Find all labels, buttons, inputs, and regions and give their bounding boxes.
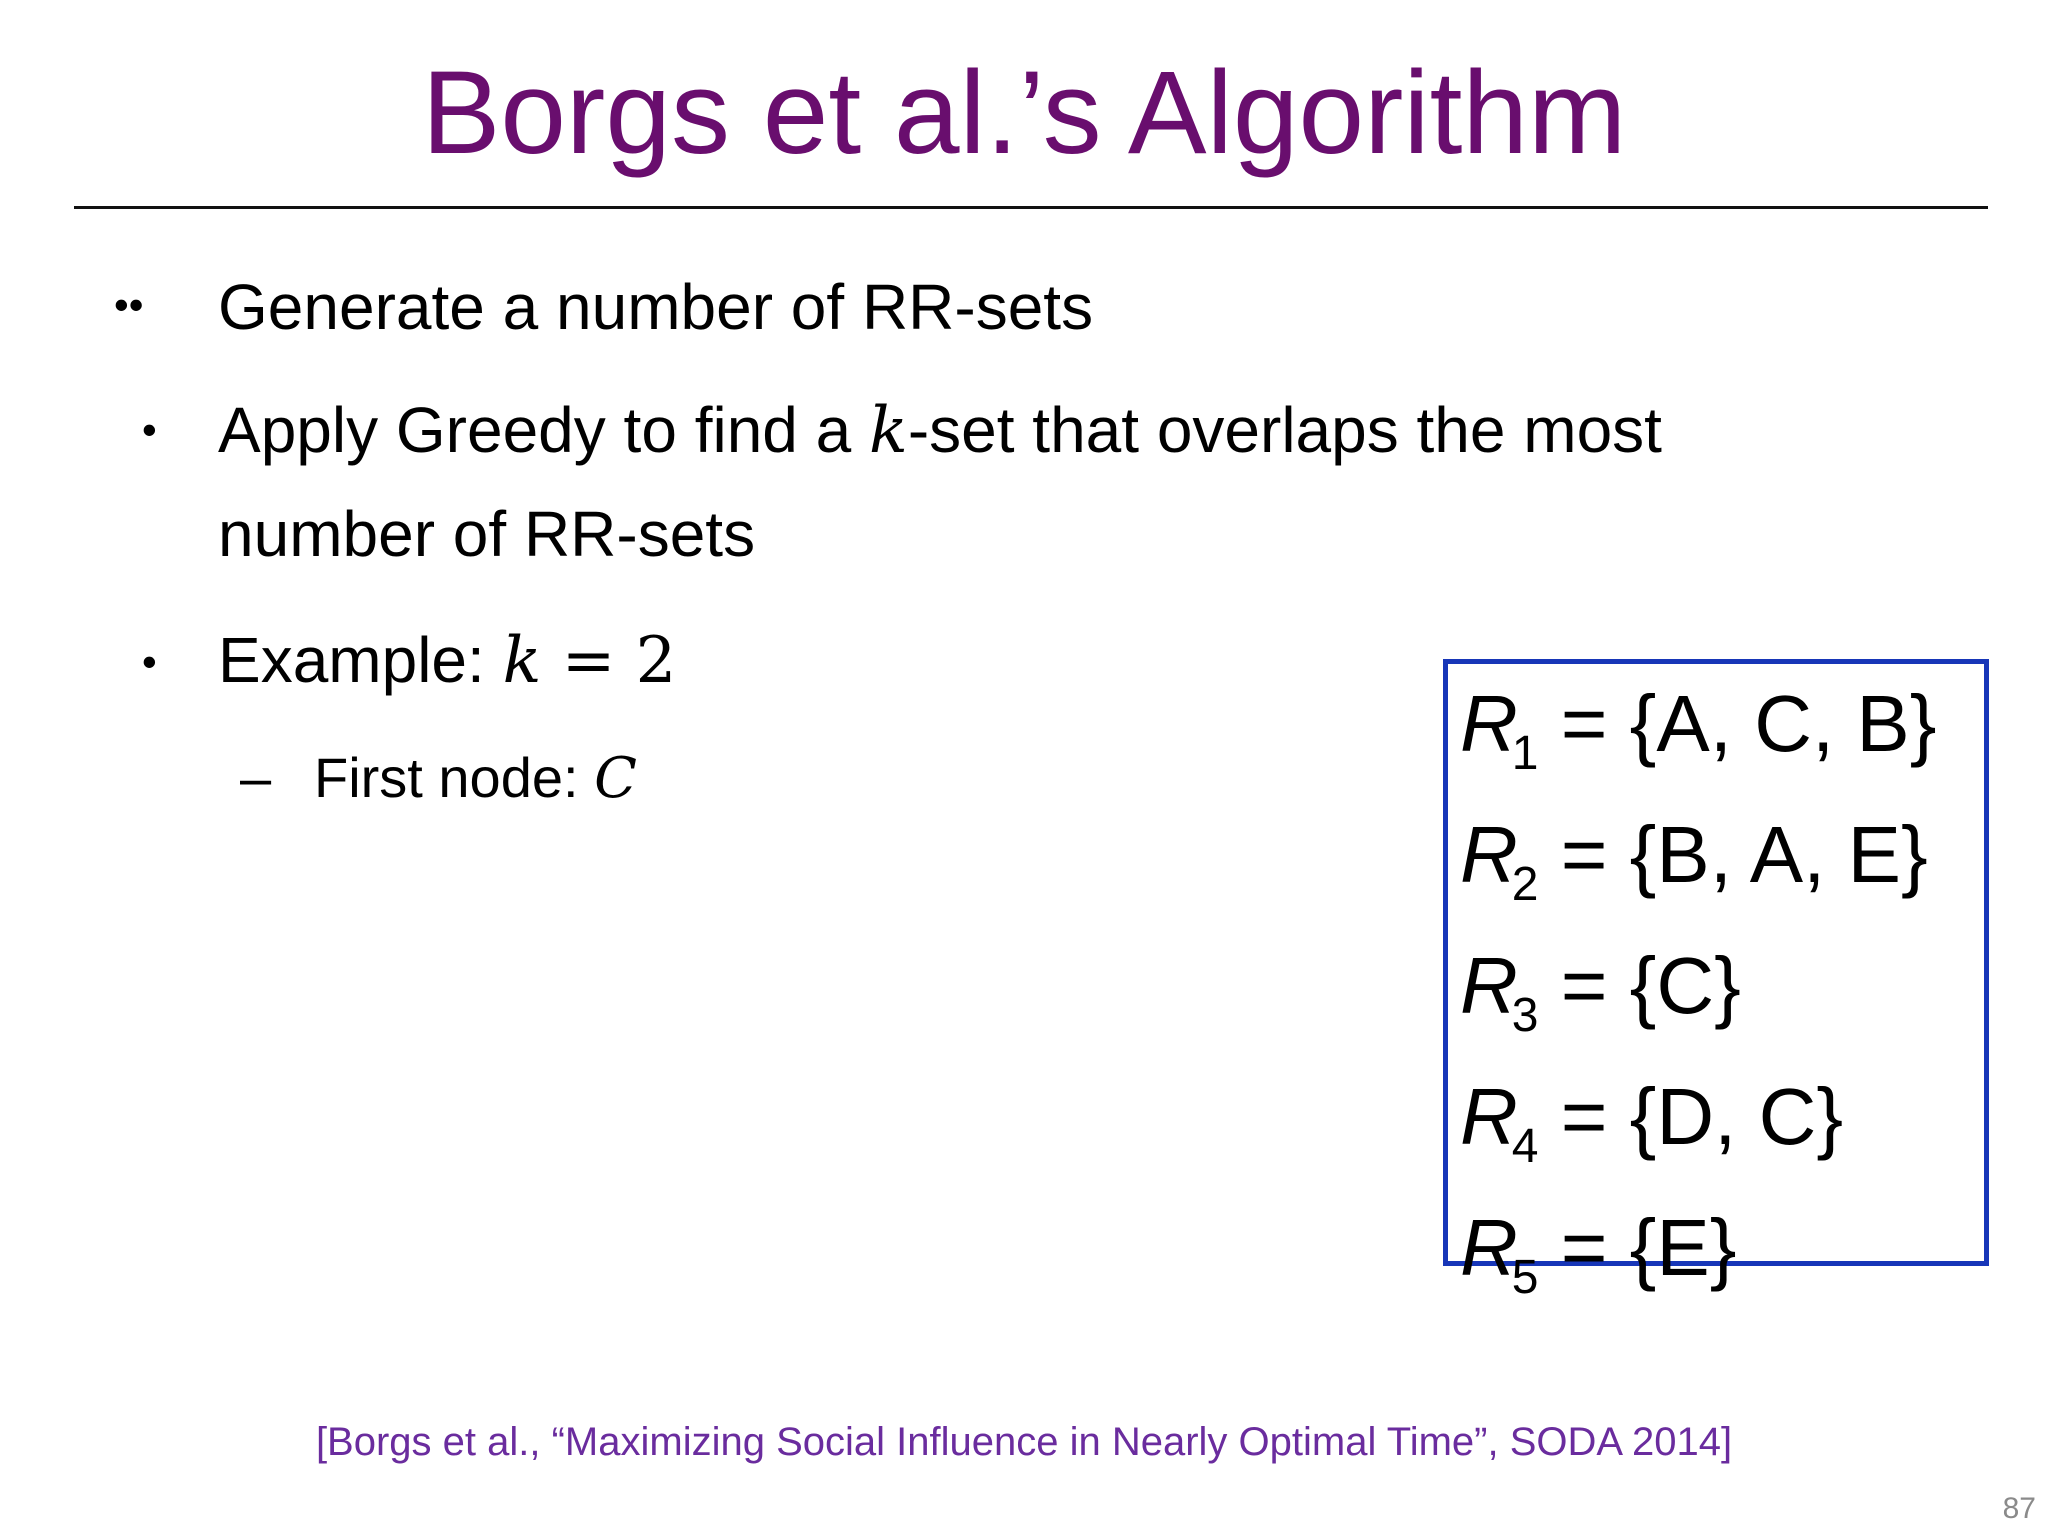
math-variable-k: k [502, 624, 542, 698]
rr-set-symbol: R [1460, 810, 1518, 899]
rr-set-r1 [1460, 679, 1937, 780]
rr-set-index: 1 [1511, 727, 1539, 780]
bullet-text: Apply Greedy to find a [218, 394, 870, 466]
rr-set-value: = {C} [1538, 941, 1741, 1030]
slide-title: Borgs et al.’s Algorithm [421, 47, 1627, 179]
rr-set-index: 4 [1511, 1120, 1539, 1173]
citation: [Borgs et al., “Maximizing Social Influence in Nearly Optimal Time”, SODA 2014] [315, 1420, 1733, 1464]
rr-set-r3 [1460, 941, 1741, 1042]
rr-set-r5 [1460, 1203, 1737, 1304]
rr-set-symbol: R [1460, 1203, 1518, 1292]
rr-set-value: = {B, A, E} [1538, 810, 1928, 899]
rr-set-symbol: R [1460, 1072, 1518, 1161]
rr-set-r4 [1460, 1072, 1844, 1173]
sub-bullet-first-node [314, 746, 637, 811]
bullet-apply-greedy-continuation: number of RR-sets [218, 498, 756, 570]
sub-bullet-text: First node: [314, 746, 595, 809]
bullet-generate-rr-sets: Generate a number of RR-sets [218, 271, 1094, 343]
bullet-marker: • [142, 638, 157, 685]
bullet-text: -set that overlaps the most [907, 394, 1662, 466]
title-divider [74, 206, 1988, 209]
bullet-example [218, 624, 677, 698]
bullet-marker: •• [114, 281, 144, 328]
math-equals-two: = 2 [541, 624, 677, 698]
page-number: 87 [2002, 1492, 2036, 1525]
rr-set-value: = {E} [1538, 1203, 1737, 1292]
rr-set-index: 5 [1511, 1251, 1539, 1304]
bullet-apply-greedy [218, 394, 1662, 468]
bullet-text: Example: [218, 624, 503, 696]
math-variable-c: C [594, 746, 637, 811]
rr-set-value: = {A, C, B} [1538, 679, 1937, 768]
rr-set-index: 2 [1511, 858, 1539, 911]
rr-set-r2 [1460, 810, 1928, 911]
rr-set-index: 3 [1511, 989, 1539, 1042]
math-variable-k: k [869, 394, 908, 468]
bullet-marker: • [142, 406, 157, 453]
rr-set-value: = {D, C} [1538, 1072, 1844, 1161]
sub-bullet-marker: – [240, 746, 272, 809]
rr-set-symbol: R [1460, 941, 1518, 1030]
rr-set-symbol: R [1460, 679, 1518, 768]
